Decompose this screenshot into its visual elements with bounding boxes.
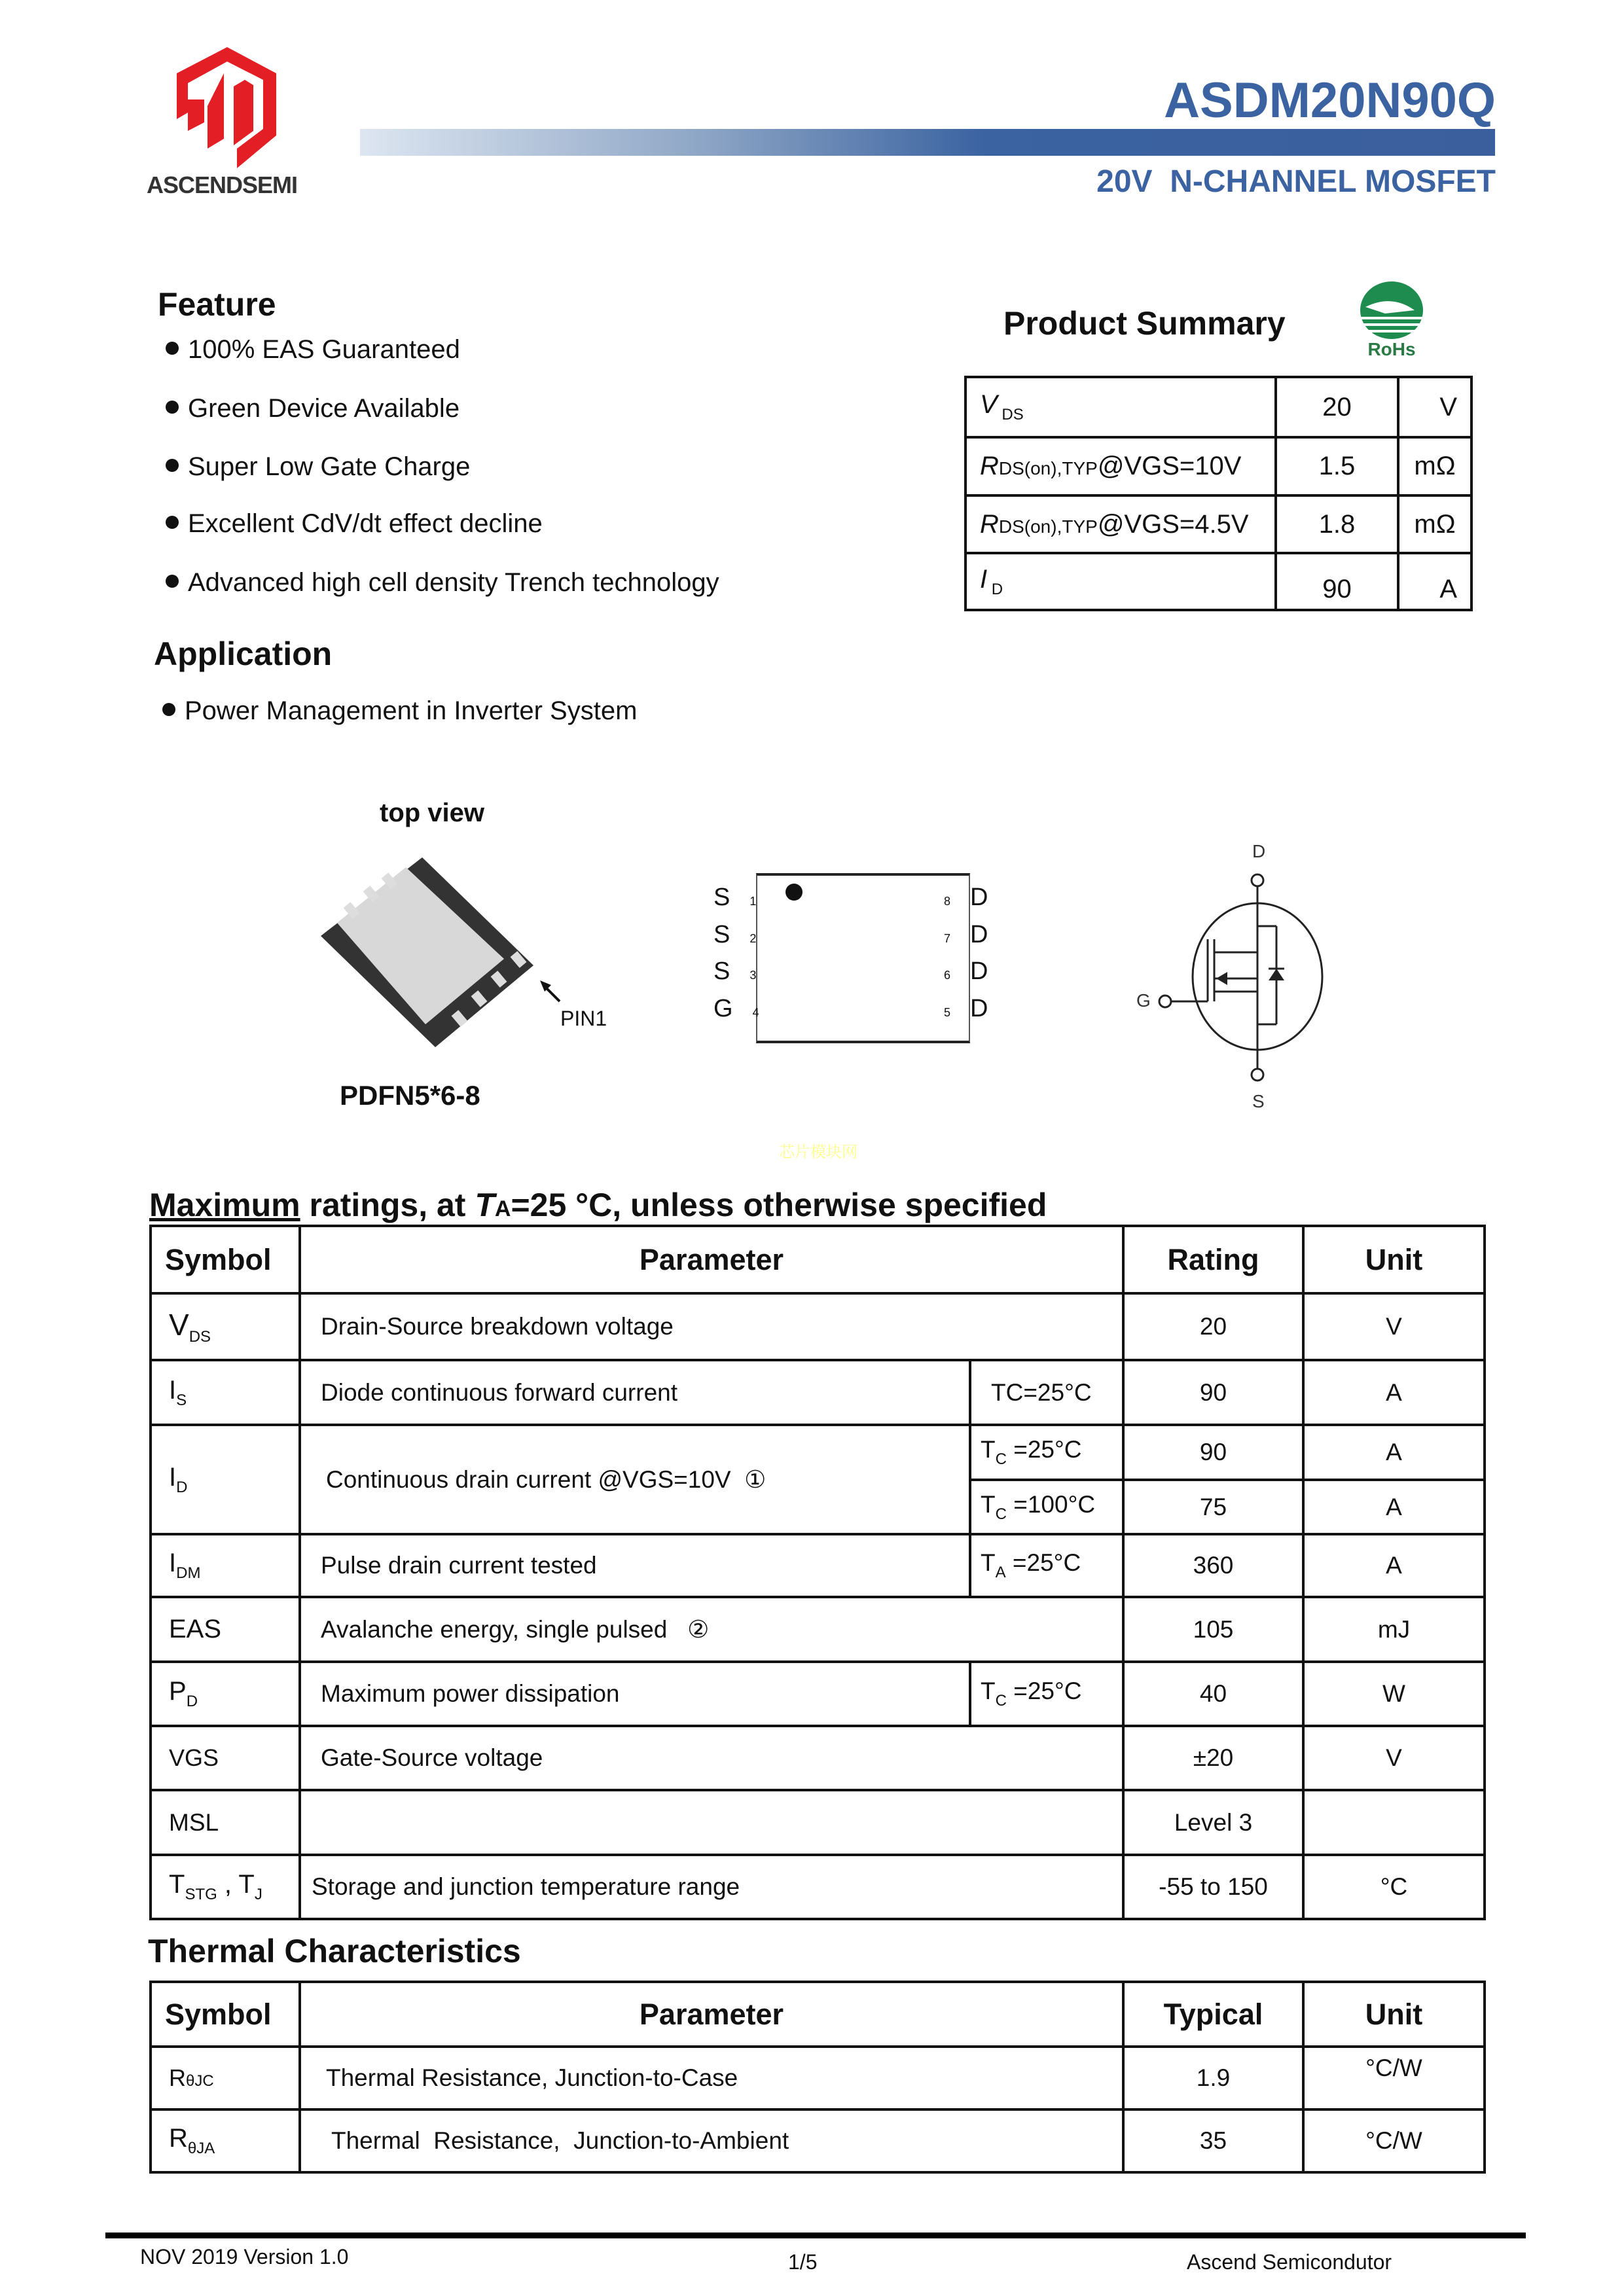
footer-company: Ascend Semicondutor [1187, 2250, 1392, 2274]
part-number: ASDM20N90Q [1164, 73, 1496, 128]
brand-name: ASCENDSEMI [147, 171, 298, 198]
footer-rule [105, 2233, 1526, 2238]
table-row: MSL Level 3 [151, 1790, 1485, 1855]
n-mosfet-symbol-icon [1126, 841, 1335, 1116]
gate-label: G [1136, 990, 1151, 1011]
summary-row: V $_{DS}$ 20 V [965, 377, 1471, 437]
table-row: $P_D$ Maximum power dissipation $T_C =25^\circ C$ 40 W [151, 1662, 1485, 1726]
table-row: EAS Avalanche energy, single pulsed ② 105 mJ [151, 1597, 1485, 1662]
watermark: 芯片模块网 [779, 1143, 857, 1161]
part-subtitle: 20V N-CHANNEL MOSFET [1096, 164, 1496, 199]
table-row: $T_C =100^\circ C$ 75 A [151, 1480, 1485, 1534]
table-header-row: Symbol Parameter Rating Unit [151, 1226, 1485, 1293]
pin-label: G 4 [713, 995, 759, 1022]
table-row: $I_S$ Diode continuous forward current TC=25°C 90 A [151, 1360, 1485, 1425]
table-row: $R_{\theta JA}$ Thermal Resistance, Junction-to-Ambient 35 °C/W [151, 2109, 1485, 2172]
application-item: Power Management in Inverter System [162, 696, 637, 726]
pin-label: 8 D [944, 884, 988, 911]
pin1-dot-icon [785, 884, 803, 901]
ascendsemi-logo-icon [171, 47, 283, 168]
pin-label: S 3 [713, 958, 757, 985]
summary-row: RDS(on),TYP@VGS=10V 1.5 mΩ [965, 437, 1471, 495]
feature-item: Excellent CdV/dt effect decline [166, 509, 543, 539]
max-ratings-title: Maximum ratings, at TA=25 °C, unless otherwise specified [149, 1187, 1047, 1223]
summary-row: I $_D$ 90 A [965, 553, 1471, 610]
package-name: PDFN5*6-8 [340, 1080, 480, 1111]
feature-item: 100% EAS Guaranteed [166, 335, 460, 365]
thermal-table [149, 1981, 1486, 2174]
table-row: VGS Gate-Source voltage ±20 V [151, 1726, 1485, 1790]
pin-label: 5 D [944, 995, 988, 1022]
footer-version: NOV 2019 Version 1.0 [140, 2245, 349, 2269]
header-gradient-bar [360, 129, 1495, 156]
rohs-badge [1358, 281, 1426, 360]
product-summary-heading: Product Summary [1003, 305, 1286, 342]
feature-item: Green Device Available [166, 394, 460, 423]
package-3d-drawing [308, 851, 569, 1054]
pin1-label: PIN1 [560, 1007, 607, 1030]
max-ratings-table [149, 1225, 1486, 1920]
pin-label: 7 D [944, 921, 988, 948]
table-row: $T_{STG}$ , $T_J$ Storage and junction temperature range -55 to 150 °C [151, 1855, 1485, 1919]
pinout-diagram [713, 870, 1015, 1047]
footer-page-number: 1/5 [788, 2250, 818, 2274]
thermal-title: Thermal Characteristics [148, 1933, 521, 1969]
pin-label: 6 D [944, 958, 988, 985]
table-row: $I_D$ Continuous drain current @VGS=10V ① $T_C =25^\circ C$ 90 A [151, 1425, 1485, 1480]
product-summary-table [964, 376, 1473, 611]
table-header-row: Symbol Parameter Typical Unit [151, 1982, 1485, 2047]
table-row: RθJC Thermal Resistance, Junction-to-Case 1.9 °C/W [151, 2047, 1485, 2109]
rohs-leaf-icon [1359, 281, 1424, 340]
rohs-label: RoHs [1367, 339, 1416, 359]
feature-heading: Feature [158, 286, 276, 323]
feature-item: Super Low Gate Charge [166, 452, 470, 482]
top-view-label: top view [380, 798, 485, 827]
table-row: $V_{DS}$ Drain-Source breakdown voltage 20 V [151, 1293, 1485, 1360]
application-heading: Application [154, 636, 333, 672]
source-label: S [1252, 1091, 1265, 1111]
pin-label: S 1 [713, 884, 757, 911]
pin-label: S 2 [713, 921, 757, 948]
table-row: $I_{DM}$ Pulse drain current tested $T_A =25^\circ C$ 360 A [151, 1534, 1485, 1597]
mosfet-schematic [1126, 841, 1335, 1116]
feature-item: Advanced high cell density Trench technology [166, 568, 719, 598]
drain-label: D [1252, 841, 1266, 861]
summary-row: RDS(on),TYP@VGS=4.5V 1.8 mΩ [965, 495, 1471, 553]
